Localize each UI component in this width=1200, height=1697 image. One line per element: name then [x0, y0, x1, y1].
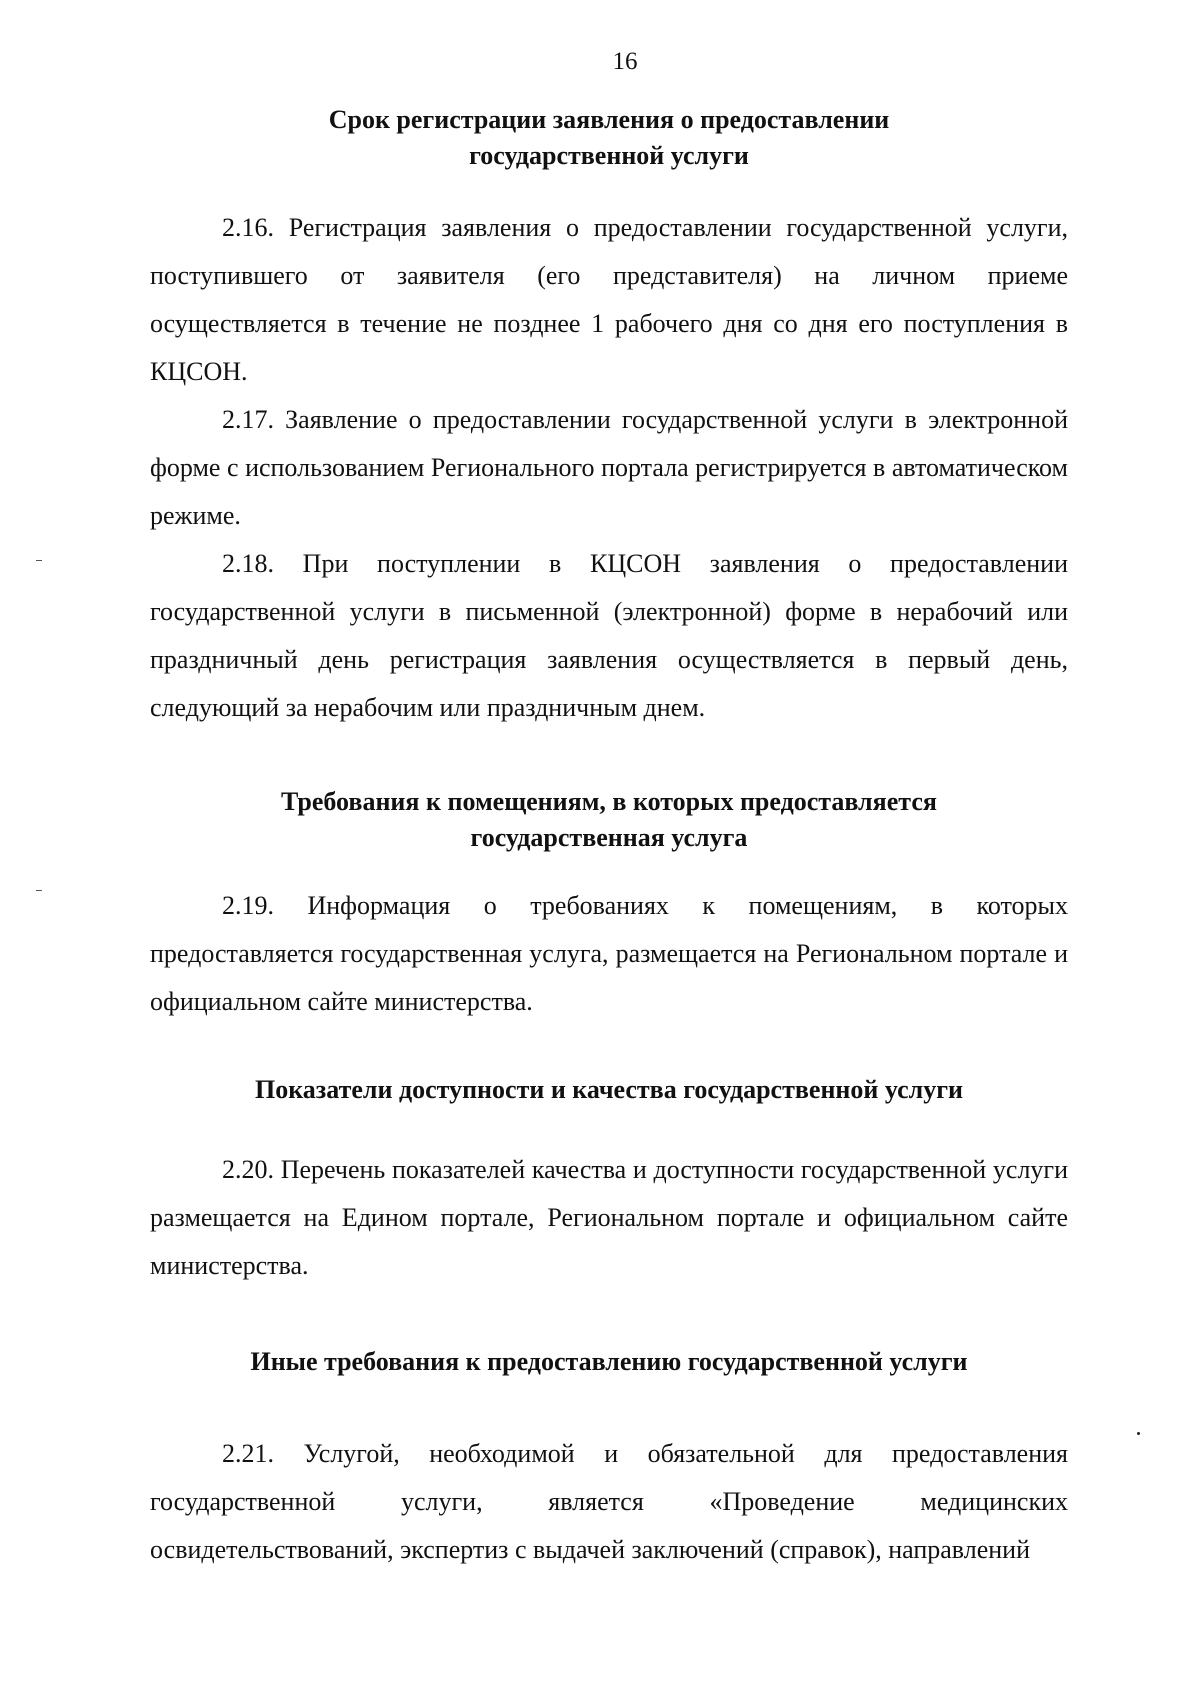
paragraph-2-16: 2.16. Регистрация заявления о предоставлении государственной услуги, поступившего от заявителя (его представителя) на личном приеме осуществляется в течение не позднее 1 рабочего дня со дня его поступления в КЦСОН.: [150, 213, 1068, 386]
section-registration-term: [150, 102, 1068, 732]
section-heading: [150, 1344, 1068, 1380]
paragraph-2-21: 2.21. Услугой, необходимой и обязательной для предоставления государственной услуги, является «Проведение медицинских освидетельствований, экспертиз с выдачей заключений (справок), направлений: [150, 1439, 1068, 1564]
section-other-requirements: [150, 1344, 1068, 1574]
heading-line: государственной услуги: [469, 141, 749, 170]
section-premises-requirements: [150, 784, 1068, 1026]
heading-line: Показатели доступности и качества государственной услуги: [254, 1075, 964, 1104]
paragraph-2-19: 2.19. Информация о требованиях к помещениям, в которых предоставляется государственная услуга, размещается на Региональном портале и официальном сайте министерства.: [150, 891, 1068, 1016]
scan-mark: [36, 890, 42, 891]
heading-line: Требования к помещениям, в которых предоставляется: [281, 787, 937, 816]
paragraph-2-17: 2.17. Заявление о предоставлении государственной услуги в электронной форме с использованием Регионального портала регистрируется в автоматическом режиме.: [150, 405, 1068, 530]
page-number: 16: [612, 48, 638, 75]
paragraph-2-18: 2.18. При поступлении в КЦСОН заявления о предоставлении государственной услуги в письменной (электронной) форме в нерабочий или праздничный день регистрация заявления осуществляется в первый день, следующий за нерабочим или праздничным днем.: [150, 549, 1068, 722]
section-quality-indicators: [150, 1072, 1068, 1290]
heading-line: Срок регистрации заявления о предоставлении: [328, 105, 890, 134]
heading-line: государственная услуга: [470, 823, 748, 852]
paragraph-2-20: 2.20. Перечень показателей качества и доступности государственной услуги размещается на Едином портале, Региональном портале и официальном сайте министерства.: [150, 1155, 1068, 1280]
section-heading: [150, 1072, 1068, 1108]
section-heading: [150, 784, 1068, 856]
document-body: [150, 102, 1068, 1574]
heading-line: Иные требования к предоставлению государственной услуги: [250, 1347, 968, 1376]
section-heading: [150, 102, 1068, 174]
scan-mark: [36, 560, 42, 561]
scan-dot: [1137, 1432, 1140, 1435]
